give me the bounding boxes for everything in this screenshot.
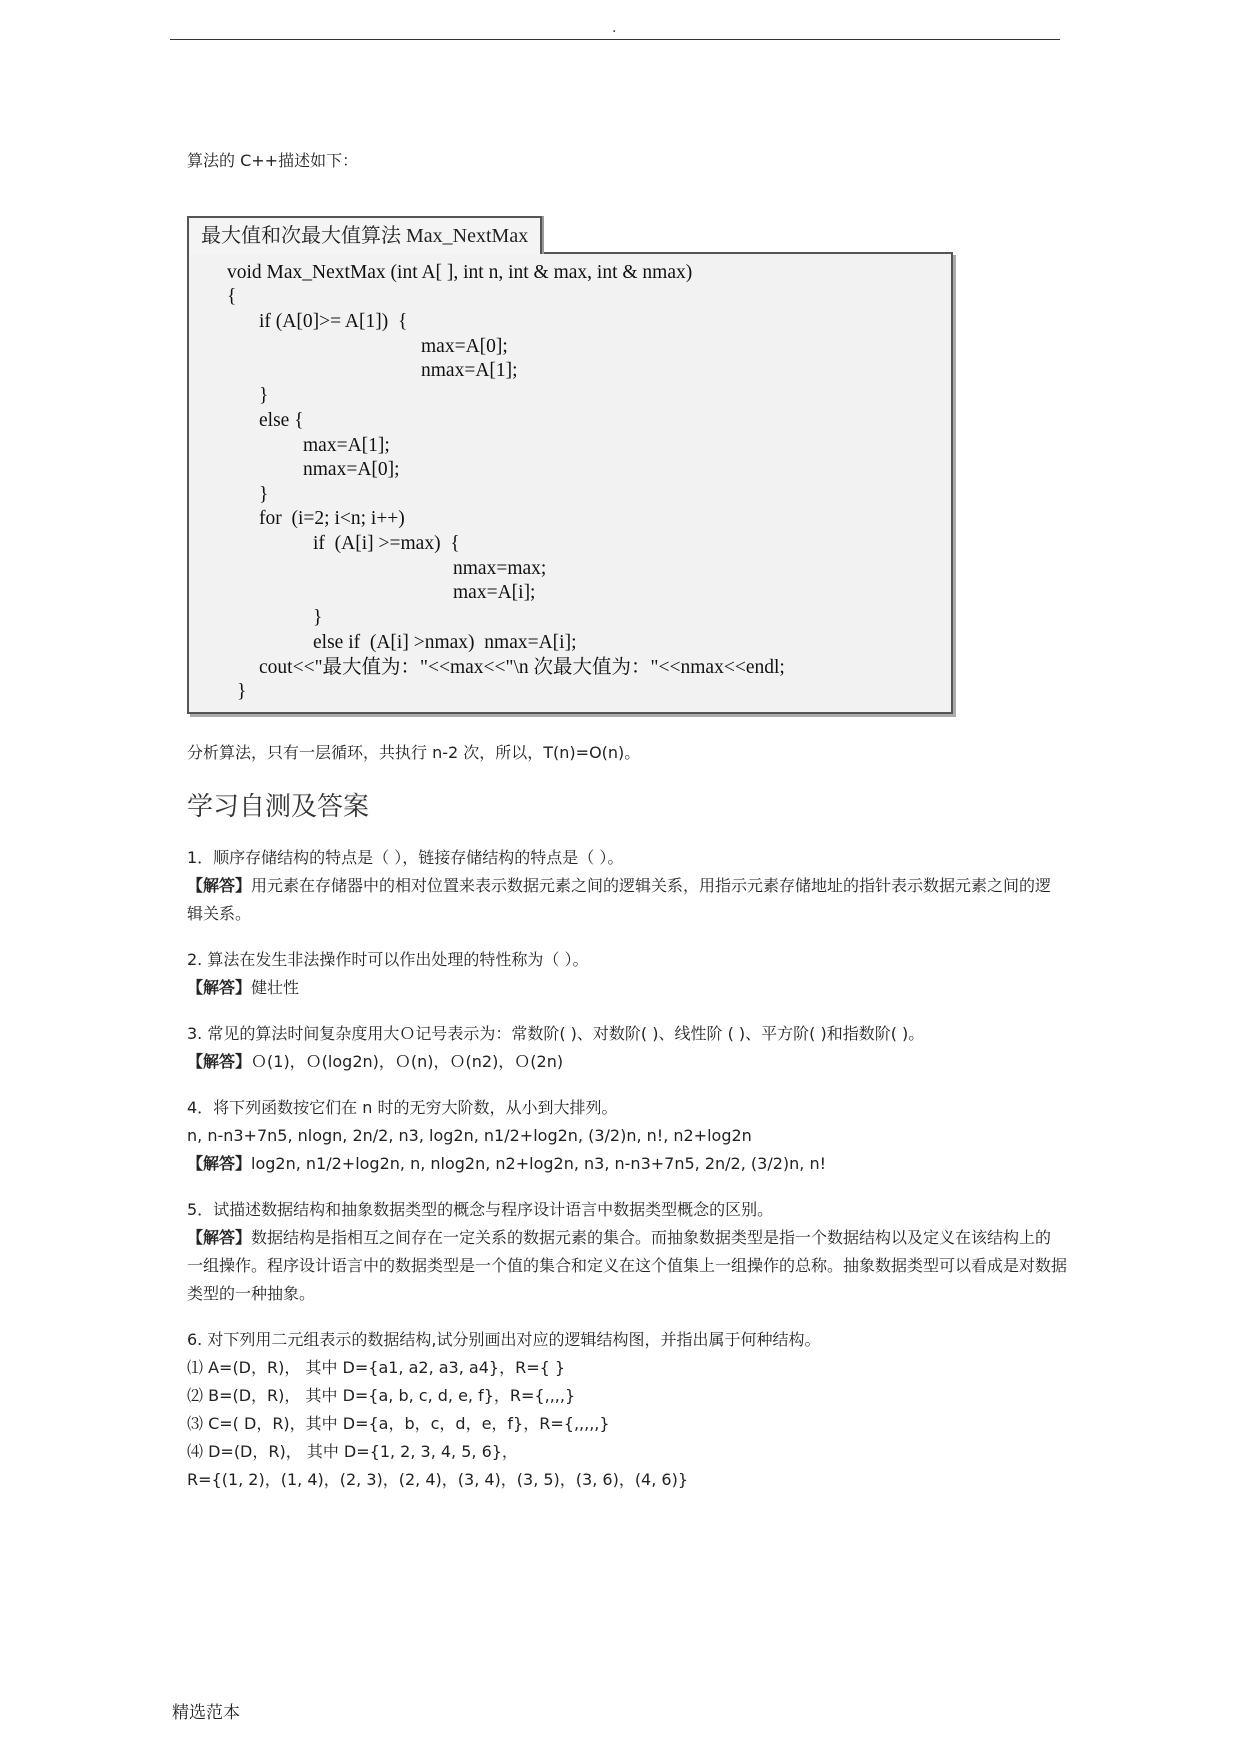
code-line: nmax=A[0]; — [303, 459, 400, 480]
function-list: n, n-n3+7n5, nlogn, 2n/2, n3, log2n, n1/2+log2n, (3/2)n, n!, n2+log2n — [187, 1126, 752, 1145]
answer-tag: 【解答】 — [187, 978, 252, 997]
answer-tag: 【解答】 — [187, 1154, 252, 1173]
code-panel — [187, 252, 953, 714]
header-rule — [170, 39, 1060, 40]
answer-text: 用元素在存储器中的相对位置来表示数据元素之间的逻辑关系，用指示元素存储地址的指针表示数据元素之间的逻辑关系。 — [187, 876, 1052, 923]
code-line: max=A[i]; — [453, 582, 536, 603]
answer — [187, 872, 1067, 928]
footer-text: 精选范本 — [172, 1703, 240, 1723]
intro-text: 算法的 C++描述如下： — [187, 151, 359, 170]
code-line: { — [227, 286, 237, 307]
code-line: nmax=max; — [453, 558, 547, 579]
code-line: } — [259, 385, 269, 406]
code-line: cout<<"最大值为："<<max<<"\n 次最大值为："<<nmax<<endl; — [259, 657, 785, 678]
answer-text: Ｏ(1)，Ｏ(log2n)，Ｏ(n)，Ｏ(n2)，Ｏ(2n) — [251, 1052, 564, 1071]
answer — [187, 1224, 1067, 1308]
sub-item: ⑴ A=(D，R)， 其中 D={a1, a2, a3, a4}，R={ } — [187, 1358, 566, 1377]
answer-tag: 【解答】 — [187, 1052, 252, 1071]
analysis-text: 分析算法，只有一层循环，共执行 n-2 次，所以，T(n)=O(n)。 — [187, 743, 641, 762]
code-figure-title: 最大值和次最大值算法 Max_NextMax — [187, 216, 542, 254]
code-line: nmax=A[1]; — [421, 360, 518, 381]
answer-text: log2n, n1/2+log2n, n, nlog2n, n2+log2n, n3, n-n3+7n5, 2n/2, (3/2)n, n! — [251, 1154, 826, 1173]
question: 4．将下列函数按它们在 n 时的无穷大阶数，从小到大排列。 — [187, 1098, 618, 1117]
answer-tag: 【解答】 — [187, 1228, 252, 1247]
code-line: void Max_NextMax (int A[ ], int n, int & max, int & nmax) — [227, 262, 693, 283]
sub-item: ⑵ B=(D，R)， 其中 D={a, b, c, d, e, f}，R={,,,,} — [187, 1386, 576, 1405]
code-line: if (A[0]>= A[1]) { — [259, 311, 408, 332]
answer — [187, 1048, 1067, 1076]
code-line: max=A[0]; — [421, 336, 508, 357]
code-line: else { — [259, 410, 304, 431]
code-line: } — [259, 484, 269, 505]
page-content — [187, 150, 1067, 1512]
question: 6. 对下列用二元组表示的数据结构,试分别画出对应的逻辑结构图，并指出属于何种结构。 — [187, 1330, 821, 1349]
qa-item — [187, 1196, 1067, 1308]
sub-item: ⑷ D=(D，R)， 其中 D={1, 2, 3, 4, 5, 6}， — [187, 1442, 518, 1461]
answer-text: 数据结构是指相互之间存在一定关系的数据元素的集合。而抽象数据类型是指一个数据结构以及定义在该结构上的一组操作。程序设计语言中的数据类型是一个值的集合和定义在这个值集上一组操作的总称。抽象数据类型可以看成是对数据类型的一种抽象。 — [187, 1228, 1068, 1303]
qa-item — [187, 1326, 1067, 1494]
answer-tag: 【解答】 — [187, 876, 252, 895]
code-line: else if (A[i] >nmax) nmax=A[i]; — [313, 632, 577, 653]
answer — [187, 1150, 1067, 1178]
answer — [187, 974, 1067, 1002]
sub-item: ⑶ C=( D，R)，其中 D={a，b，c，d，e，f}，R={,,,,,} — [187, 1414, 610, 1433]
code-figure — [187, 216, 953, 716]
question: 1．顺序存储结构的特点是（ ），链接存储结构的特点是（ ）。 — [187, 848, 624, 867]
sub-item: R={(1, 2)，(1, 4)，(2, 3)，(2, 4)，(3, 4)，(3, 5)，(3, 6)，(4, 6)} — [187, 1470, 689, 1489]
qa-list — [187, 844, 1067, 1494]
section-title: 学习自测及答案 — [187, 792, 370, 822]
code-line: } — [237, 681, 247, 702]
qa-item — [187, 1020, 1067, 1076]
answer-text: 健壮性 — [251, 978, 300, 997]
question: 3. 常见的算法时间复杂度用大Ｏ记号表示为：常数阶( )、对数阶( )、线性阶 ( )、平方阶( )和指数阶( )。 — [187, 1024, 925, 1043]
qa-item — [187, 1094, 1067, 1178]
question: 2. 算法在发生非法操作时可以作出处理的特性称为（ ）。 — [187, 950, 589, 969]
qa-item — [187, 946, 1067, 1002]
header-dot: . — [612, 20, 617, 36]
code-line: } — [313, 607, 323, 628]
question: 5．试描述数据结构和抽象数据类型的概念与程序设计语言中数据类型概念的区别。 — [187, 1200, 774, 1219]
code-line: if (A[i] >=max) { — [313, 533, 460, 554]
code-line: max=A[1]; — [303, 435, 390, 456]
qa-item — [187, 844, 1067, 928]
code-line: for (i=2; i<n; i++) — [259, 508, 405, 529]
